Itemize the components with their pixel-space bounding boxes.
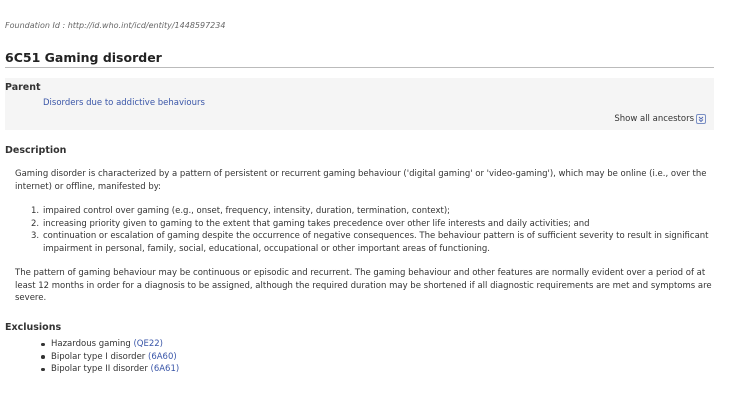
show-all-ancestors-button[interactable] — [614, 114, 706, 124]
description-closing: The pattern of gaming behaviour may be continuous or episodic and recurrent. The gaming behaviour and other features are normally evident over a period of at least 12 months in order for a diagnosis to be assigned, although the required duration may be shortened if all diagnostic requirements are met and symptoms are severe. — [15, 268, 712, 303]
list-item — [41, 338, 179, 351]
exclusion-code-link[interactable]: (6A61) — [150, 364, 180, 374]
page-title: 6C51 Gaming disorder — [5, 50, 162, 65]
exclusions-heading: Exclusions — [5, 322, 62, 333]
list-item-number: 2. — [31, 218, 40, 229]
title-divider — [5, 67, 714, 68]
criteria-list — [33, 205, 713, 255]
foundation-id: Foundation Id : http://id.who.int/icd/entity/1448597234 — [5, 21, 226, 30]
list-item — [41, 363, 179, 376]
exclusion-code-link[interactable]: (QE22) — [133, 339, 163, 349]
list-item-text: increasing priority given to gaming to the extent that gaming takes precedence over other life interests and daily activities; and — [43, 218, 590, 229]
list-item-text: impaired control over gaming (e.g., onset, frequency, intensity, duration, termination, context); — [43, 206, 451, 216]
exclusion-label: Hazardous gaming — [51, 339, 131, 349]
exclusion-code-link[interactable]: (6A60) — [148, 351, 177, 362]
list-item — [33, 230, 713, 255]
list-item — [41, 351, 179, 364]
parent-link[interactable]: Disorders due to addictive behaviours — [43, 98, 205, 108]
list-item-number: 3. — [31, 231, 40, 241]
expand-ancestors-icon — [696, 114, 706, 124]
exclusion-label: Bipolar type II disorder — [51, 364, 148, 374]
list-item — [33, 218, 713, 231]
show-all-ancestors-label: Show all ancestors — [614, 114, 694, 124]
exclusion-label: Bipolar type I disorder — [51, 351, 146, 362]
parent-label: Parent — [5, 82, 41, 93]
list-item-number: 1. — [31, 206, 40, 216]
description-heading: Description — [5, 145, 67, 156]
list-item — [33, 205, 713, 218]
description-intro: Gaming disorder is characterized by a pattern of persistent or recurrent gaming behaviour ('digital gaming' or 'video-gaming'), which may be online (i.e., over the internet) or offline, manifested by: — [15, 169, 707, 192]
list-item-text: continuation or escalation of gaming despite the occurrence of negative consequences. The behaviour pattern is of sufficient severity to result in significant impairment in personal, family, social, educational, occupational or other important areas of functioning. — [43, 231, 709, 254]
exclusions-list — [41, 338, 179, 376]
